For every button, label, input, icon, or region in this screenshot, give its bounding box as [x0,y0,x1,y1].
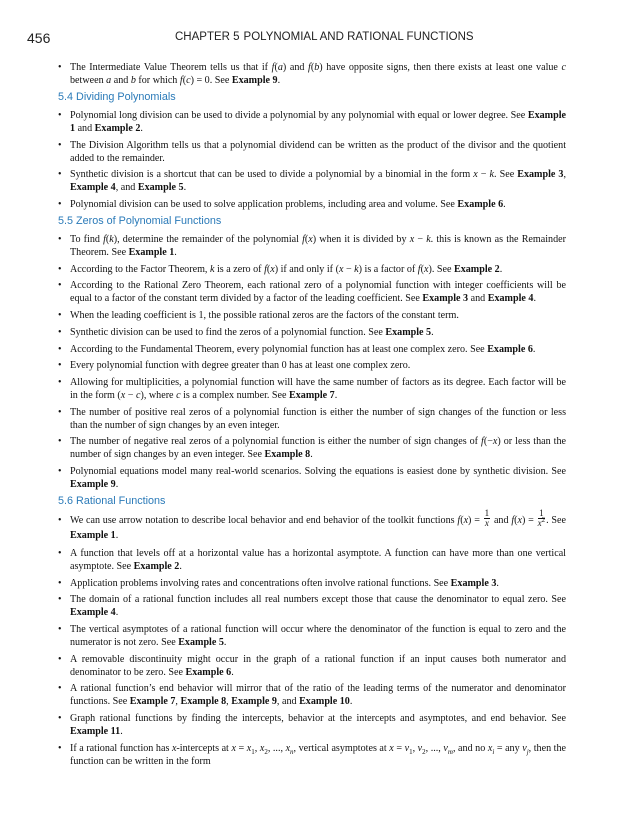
page-header [27,30,610,48]
section-title-5-6: 5.6 Rational Functions [58,494,166,507]
list-item: • According to the Rational Zero Theorem, each rational zero of a polynomial function with integer coefficients will be equal to a factor of the constant term divided by a factor of the leading coefficient. See Example 3 and Example 4. [58,279,566,305]
intro-bullet: • The Intermediate Value Theorem tells us that if f(a) and f(b) have opposite signs, then there exists at least one value c between a and b for which f(c) = 0. See Example 9. [58,61,566,87]
list-item: • The number of negative real zeros of a polynomial function is either the number of sign changes of f(−x) or less than the number of sign changes by an even integer. See Example 8. [58,435,566,461]
intro-list [58,61,566,87]
list-item: • A removable discontinuity might occur in the graph of a rational function if an input causes both numerator and denominator to be zero. See Example 6. [58,653,566,679]
list-item: • Graph rational functions by finding the intercepts, behavior at the intercepts and asymptotes, and end behavior. See Example 11. [58,712,566,738]
page-number: 456 [27,30,51,46]
list-item: • We can use arrow notation to describe local behavior and end behavior of the toolkit functions f(x) = $\frac{1}{x}$ and f(x) = $\frac{1}{x^2}$ . See Example 1. [58,513,566,543]
list-item: • The Division Algorithm tells us that a polynomial dividend can be written as the product of the divisor and the quotient added to the remainder. [58,139,566,165]
list-item: • Polynomial long division can be used to divide a polynomial by any polynomial with equal or lower degree. See Example 1 and Example 2. [58,109,566,135]
fraction-one-over-x: $\frac{1}{x}$ [484,508,490,529]
chapter-title: POLYNOMIAL AND RATIONAL FUNCTIONS [243,31,474,43]
list-item: • Application problems involving rates and concentrations often involve rational functions. See Example 3. [58,577,566,590]
list-item: • A rational function’s end behavior will mirror that of the ratio of the leading terms of the numerator and denominator functions. See Example 7, Example 8, Example 9, and Example 10. [58,682,566,708]
section-5-4-list [58,109,566,211]
list-item: • The vertical asymptotes of a rational function will occur where the denominator of the function is equal to zero and the numerator is not zero. See Example 5. [58,623,566,649]
list-item: • To find f(k), determine the remainder of the polynomial f(x) when it is divided by x − k. this is known as the Remainder Theorem. See Example 1. [58,233,566,259]
list-item: • According to the Factor Theorem, k is a zero of f(x) if and only if (x − k) is a factor of f(x). See Example 2. [58,263,566,276]
list-item: • Synthetic division is a shortcut that can be used to divide a polynomial by a binomial in the form x − k. See Example 3, Example 4, and Example 5. [58,168,566,194]
section-5-6-list [58,508,567,768]
list-item: • According to the Fundamental Theorem, every polynomial function has at least one complex zero. See Example 6. [58,343,566,356]
list-item: • Polynomial division can be used to solve application problems, including area and volume. See Example 6. [58,198,566,211]
page-content [58,61,566,771]
chapter-heading [175,31,474,43]
section-title-5-5: 5.5 Zeros of Polynomial Functions [58,215,222,228]
section-5-5-list [58,233,566,491]
list-item: • A function that levels off at a horizontal value has a horizontal asymptote. A function can have more than one vertical asymptote. See Example 2. [58,547,566,573]
list-item: • Allowing for multiplicities, a polynomial function will have the same number of factors as its degree. Each factor will be in the form (x − c), where c is a complex number. See Example 7. [58,376,566,402]
chapter-label: CHAPTER 5 [175,31,240,43]
list-item: • The number of positive real zeros of a polynomial function is either the number of sign changes of the function or less than the number of sign changes by an even integer. [58,406,566,432]
list-item: • Synthetic division can be used to find the zeros of a polynomial function. See Example 5. [58,326,566,339]
list-item: • Polynomial equations model many real-world scenarios. Solving the equations is easiest done by synthetic division. See Example 9. [58,465,566,491]
list-item: • When the leading coefficient is 1, the possible rational zeros are the factors of the constant term. [58,309,566,322]
list-item: • Every polynomial function with degree greater than 0 has at least one complex zero. [58,359,566,372]
list-item: • If a rational function has x-intercepts at $x = x_1$, $x_2$, ..., $x_n$, vertical asymptotes at $x = v_1$, $v_2$, ..., $v_m$, and no $x_i$ = any $v_j$, then the function can be written in the form [58,742,566,768]
section-title-5-4: 5.4 Dividing Polynomials [58,91,176,103]
list-item: • The domain of a rational function includes all real numbers except those that cause the denominator to equal zero. See Example 4. [58,593,566,619]
fraction-one-over-x-squared: $\frac{1}{x^2}$ [537,508,546,529]
